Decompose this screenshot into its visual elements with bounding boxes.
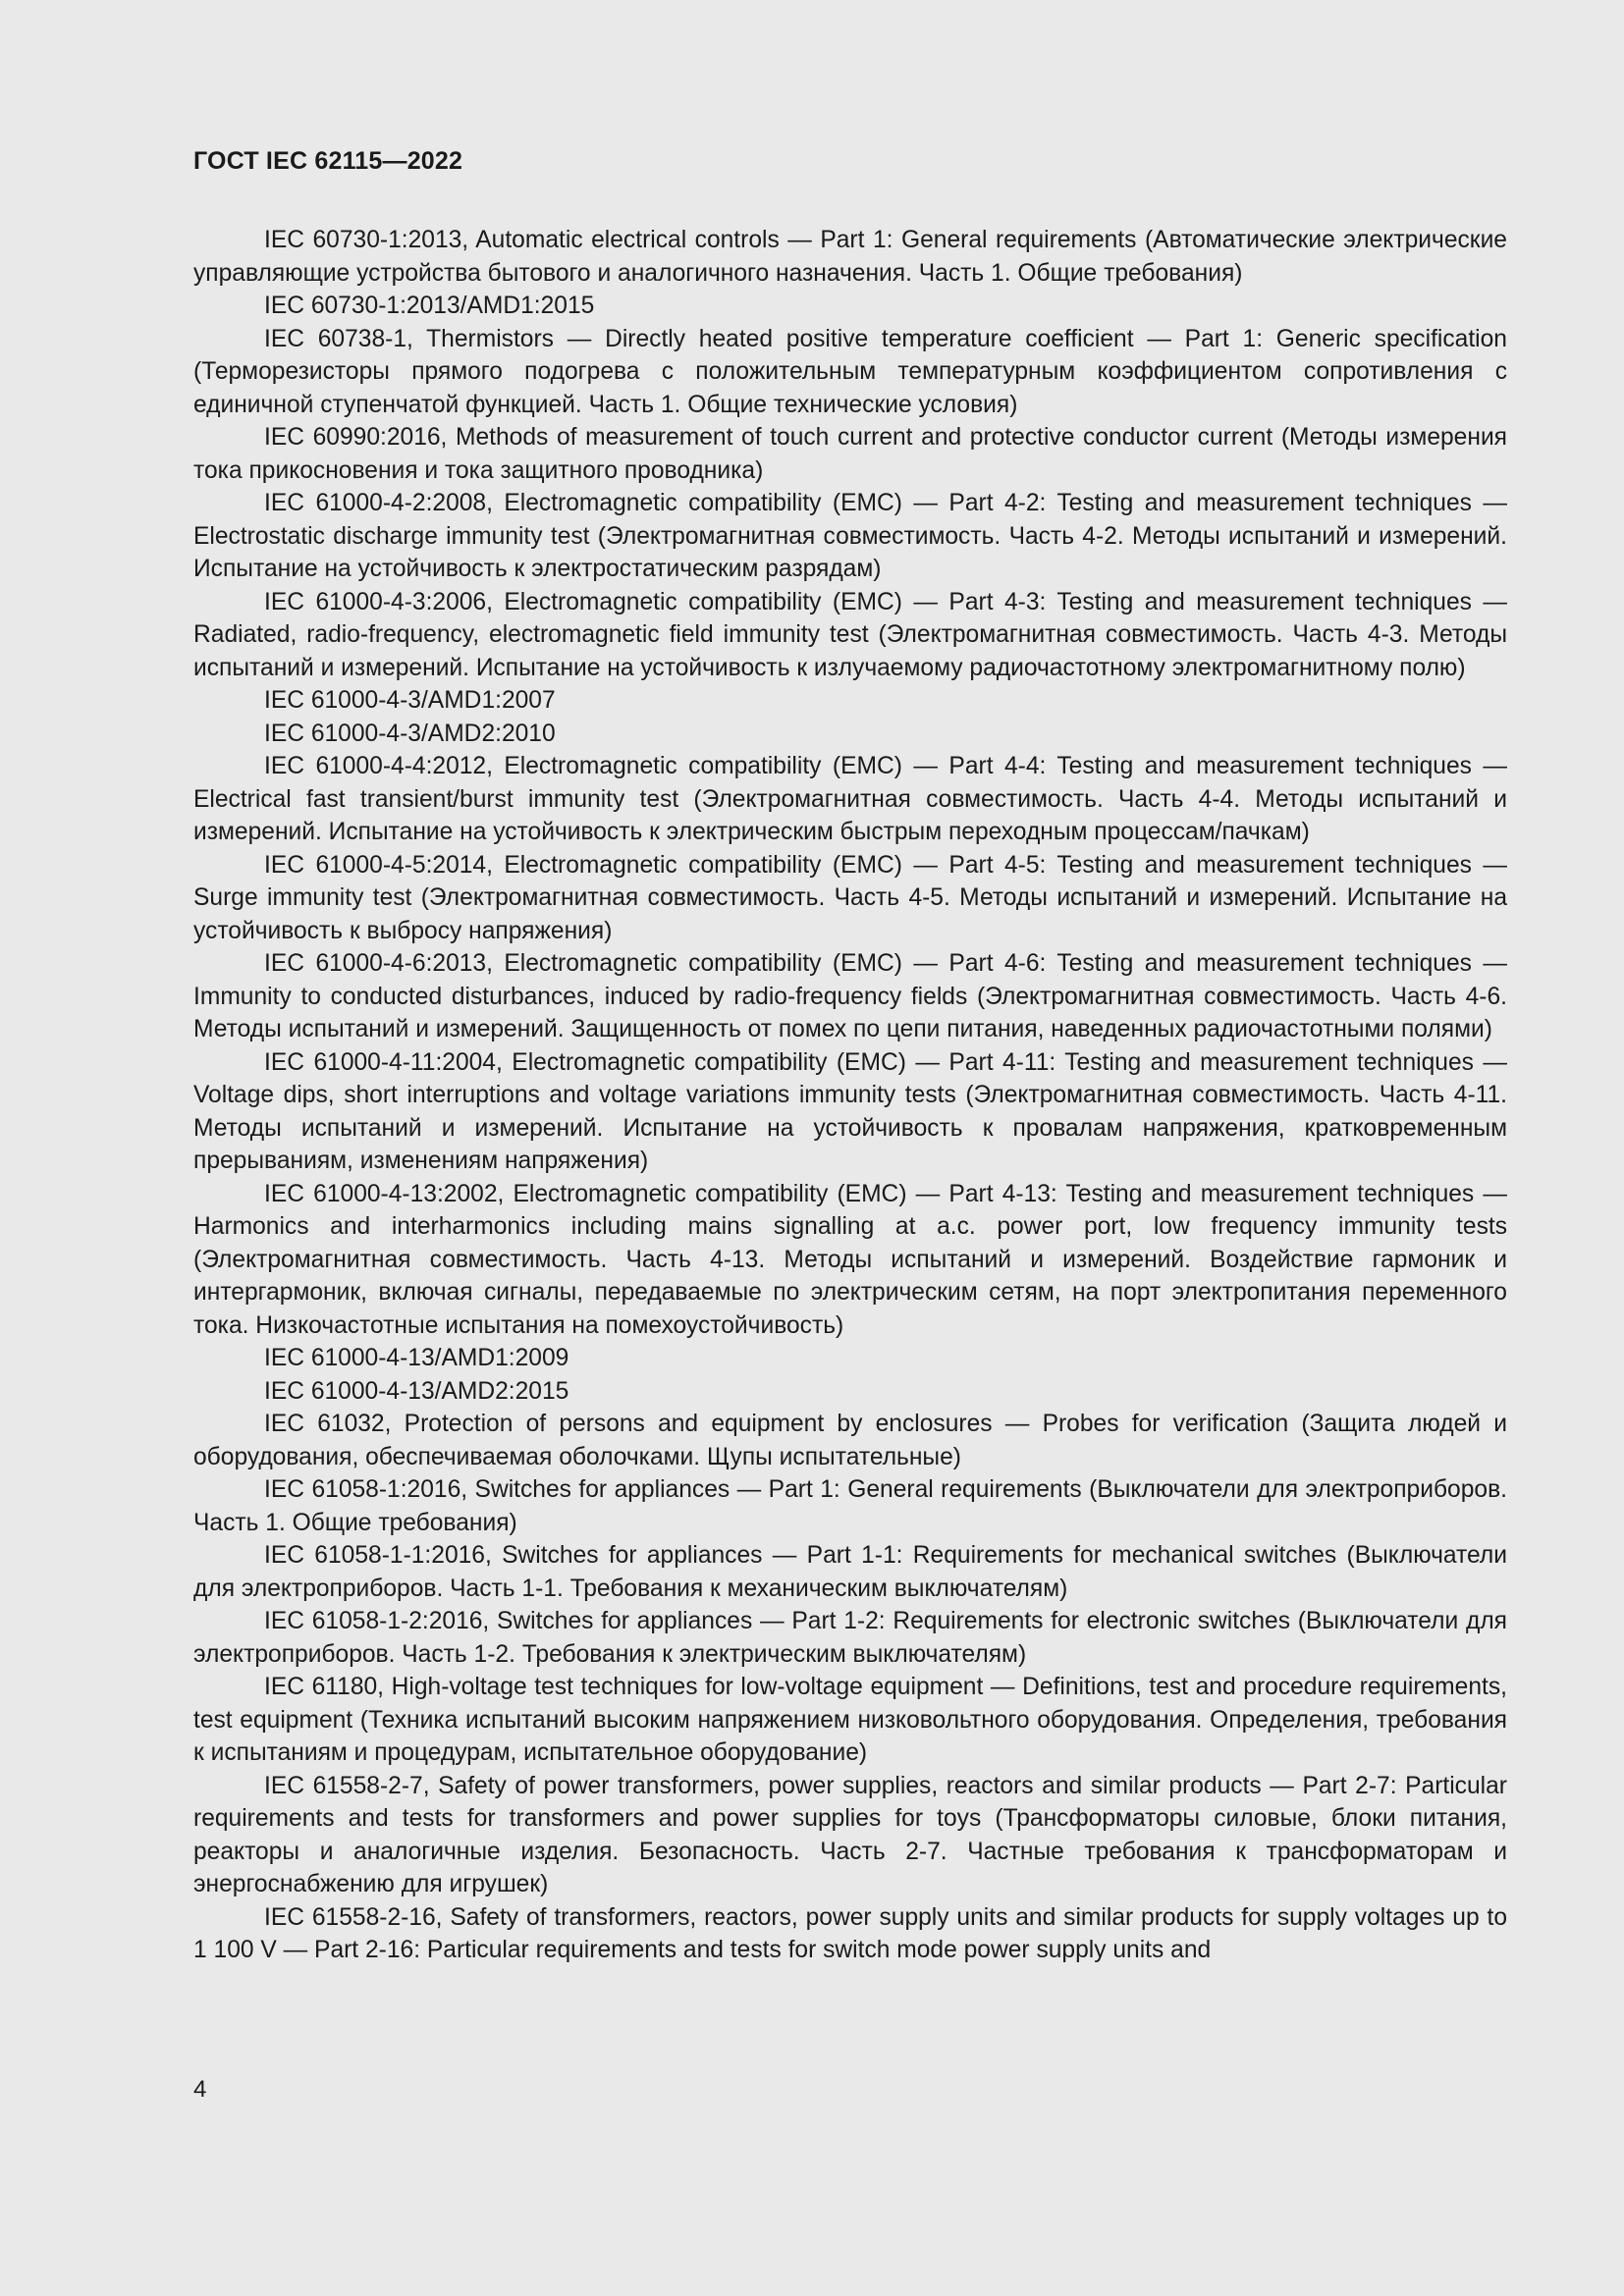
reference-item: IEC 61000-4-4:2012, Electromagnetic compatibility (EMC) — Part 4-4: Testing and measurement techniques — Electrical fast transient/burst immunity test (Электромагнитная совместимость. Часть 4-4. Методы испытаний и измерений. Испытание на устойчивость к электрическим быстрым переходным процессам/пачкам) bbox=[193, 753, 1507, 845]
reference-item: IEC 61000-4-2:2008, Electromagnetic compatibility (EMC) — Part 4-2: Testing and measurement techniques — Electrostatic discharge immunity test (Электромагнитная совместимость. Часть 4-2. Методы испытаний и измерений. Испытание на устойчивость к электростатическим разрядам) bbox=[193, 490, 1507, 582]
reference-item: IEC 60730-1:2013, Automatic electrical controls — Part 1: General requirements (Автоматические электрические управляющие устройства бытового и аналогичного назначения. Часть 1. Общие требования) bbox=[193, 227, 1507, 287]
reference-item: IEC 61000-4-6:2013, Electromagnetic compatibility (EMC) — Part 4-6: Testing and measurement techniques — Immunity to conducted disturbances, induced by radio-frequency fields (Электромагнитная совместимость. Часть 4-6. Методы испытаний и измерений. Защищенность от помех по цепи питания, наведенных радиочастотными полями) bbox=[193, 950, 1507, 1042]
reference-item: IEC 60730-1:2013/AMD1:2015 bbox=[264, 293, 595, 319]
normative-references-list bbox=[193, 224, 1507, 1967]
reference-item: IEC 61000-4-3/AMD1:2007 bbox=[264, 687, 556, 714]
reference-item: IEC 60738-1, Thermistors — Directly heated positive temperature coefficient — Part 1: Generic specification (Терморезисторы прямого подогрева с положительным температурным коэффициентом сопротивления с единичной ступенчатой функцией. Часть 1. Общие технические условия) bbox=[193, 325, 1507, 418]
reference-item: IEC 61558-2-7, Safety of power transformers, power supplies, reactors and similar products — Part 2-7: Particular requirements and tests for transformers and power supplies for toys (Трансформаторы силовые, блоки питания, реакторы и аналогичные изделия. Безопасность. Часть 2-7. Частные требования к трансформаторам и энергоснабжению для игрушек) bbox=[193, 1772, 1507, 1897]
reference-item: IEC 61558-2-16, Safety of transformers, reactors, power supply units and similar products for supply voltages up to 1 100 V — Part 2-16: Particular requirements and tests for switch mode power supply units and bbox=[193, 1903, 1507, 1963]
reference-item: IEC 61058-1-1:2016, Switches for appliances — Part 1-1: Requirements for mechanical switches (Выключатели для электроприборов. Часть 1-1. Требования к механическим выключателям) bbox=[193, 1542, 1507, 1602]
reference-item: IEC 61032, Protection of persons and equipment by enclosures — Probes for verification (Защита людей и оборудования, обеспечиваемая оболочками. Щупы испытательные) bbox=[193, 1411, 1507, 1470]
reference-item: IEC 60990:2016, Methods of measurement of touch current and protective conductor current (Методы измерения тока прикосновения и тока защитного проводника) bbox=[193, 424, 1507, 484]
reference-item: IEC 61000-4-13/AMD2:2015 bbox=[264, 1377, 569, 1405]
reference-item: IEC 61000-4-3/AMD2:2010 bbox=[264, 720, 556, 747]
reference-item: IEC 61058-1:2016, Switches for appliances — Part 1: General requirements (Выключатели для электроприборов. Часть 1. Общие требования) bbox=[193, 1476, 1507, 1536]
reference-item: IEC 61000-4-13:2002, Electromagnetic compatibility (EMC) — Part 4-13: Testing and measurement techniques — Harmonics and interharmonics including mains signalling at a.c. power port, low frequency immunity tests (Электромагнитная совместимость. Часть 4-13. Методы испытаний и измерений. Воздействие гармоник и интергармоник, включая сигналы, передаваемые по электрическим сетям, на порт электропитания переменного тока. Низкочастотные испытания на помехоустойчивость) bbox=[193, 1180, 1507, 1339]
reference-item: IEC 61058-1-2:2016, Switches for appliances — Part 1-2: Requirements for electronic switches (Выключатели для электроприборов. Часть 1-2. Требования к электрическим выключателям) bbox=[193, 1608, 1507, 1668]
reference-item: IEC 61000-4-5:2014, Electromagnetic compatibility (EMC) — Part 4-5: Testing and measurement techniques — Surge immunity test (Электромагнитная совместимость. Часть 4-5. Методы испытаний и измерений. Испытание на устойчивость к выбросу напряжения) bbox=[193, 851, 1507, 944]
reference-item: IEC 61000-4-11:2004, Electromagnetic compatibility (EMC) — Part 4-11: Testing and measurement techniques — Voltage dips, short interruptions and voltage variations immunity tests (Электромагнитная совместимость. Часть 4-11. Методы испытаний и измерений. Испытание на устойчивость к провалам напряжения, кратковременным прерываниям, изменениям напряжения) bbox=[193, 1048, 1507, 1174]
page-number: 4 bbox=[193, 2076, 207, 2103]
document-header: ГОСТ IEC 62115—2022 bbox=[193, 147, 463, 175]
reference-item: IEC 61000-4-3:2006, Electromagnetic compatibility (EMC) — Part 4-3: Testing and measurement techniques — Radiated, radio-frequency, electromagnetic field immunity test (Электромагнитная совместимость. Часть 4-3. Методы испытаний и измерений. Испытание на устойчивость к излучаемому радиочастотному электромагнитному полю) bbox=[193, 588, 1507, 681]
reference-item: IEC 61000-4-13/AMD1:2009 bbox=[264, 1345, 569, 1371]
reference-item: IEC 61180, High-voltage test techniques for low-voltage equipment — Definitions, test and procedure requirements, test equipment (Техника испытаний высоким напряжением низковольтного оборудования. Определения, требования к испытаниям и процедурам, испытательное оборудование) bbox=[193, 1674, 1507, 1766]
